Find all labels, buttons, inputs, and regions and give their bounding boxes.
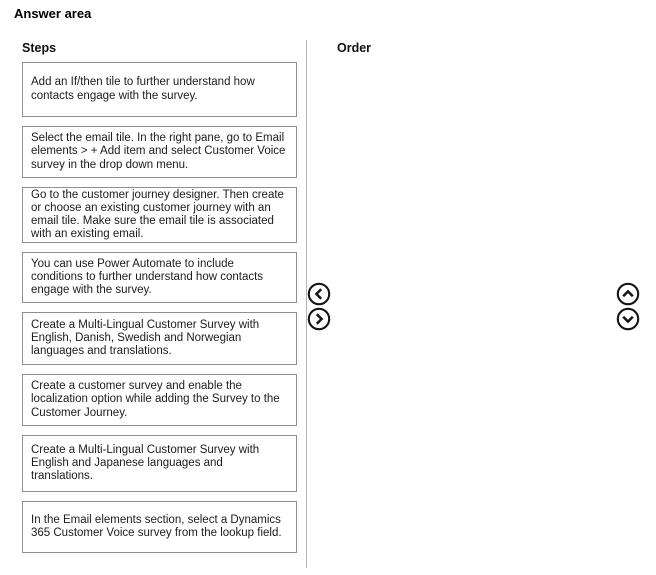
steps-column-header: Steps <box>22 41 57 55</box>
move-left-button[interactable] <box>307 282 331 306</box>
step-item[interactable]: Create a Multi-Lingual Customer Survey with English, Danish, Swedish and Norwegian languages and translations. <box>22 312 297 365</box>
order-drop-area[interactable] <box>316 62 608 552</box>
move-horizontal-buttons <box>307 282 331 331</box>
move-down-button[interactable] <box>616 307 640 331</box>
steps-list <box>22 62 297 562</box>
step-item[interactable]: Select the email tile. In the right pane, go to Email elements > + Add item and select Customer Voice survey in the drop down menu. <box>22 126 297 178</box>
step-item[interactable]: Go to the customer journey designer. Then create or choose an existing customer journey with an email tile. Make sure the email tile is associated with an existing email. <box>22 187 297 243</box>
step-item[interactable]: Add an If/then tile to further understand how contacts engage with the survey. <box>22 62 297 117</box>
chevron-left-icon <box>307 282 331 306</box>
move-right-button[interactable] <box>307 307 331 331</box>
step-item[interactable]: Create a customer survey and enable the localization option while adding the Survey to the Customer Journey. <box>22 374 297 426</box>
step-item[interactable]: Create a Multi-Lingual Customer Survey with English and Japanese languages and translations. <box>22 435 297 492</box>
move-vertical-buttons <box>616 282 640 331</box>
chevron-up-icon <box>616 282 640 306</box>
move-up-button[interactable] <box>616 282 640 306</box>
chevron-right-icon <box>307 307 331 331</box>
order-column-header: Order <box>337 41 372 55</box>
step-item[interactable]: You can use Power Automate to include conditions to further understand how contacts engage with the survey. <box>22 252 297 303</box>
answer-area-title: Answer area <box>14 6 92 21</box>
chevron-down-icon <box>616 307 640 331</box>
step-item[interactable]: In the Email elements section, select a Dynamics 365 Customer Voice survey from the lookup field. <box>22 501 297 553</box>
